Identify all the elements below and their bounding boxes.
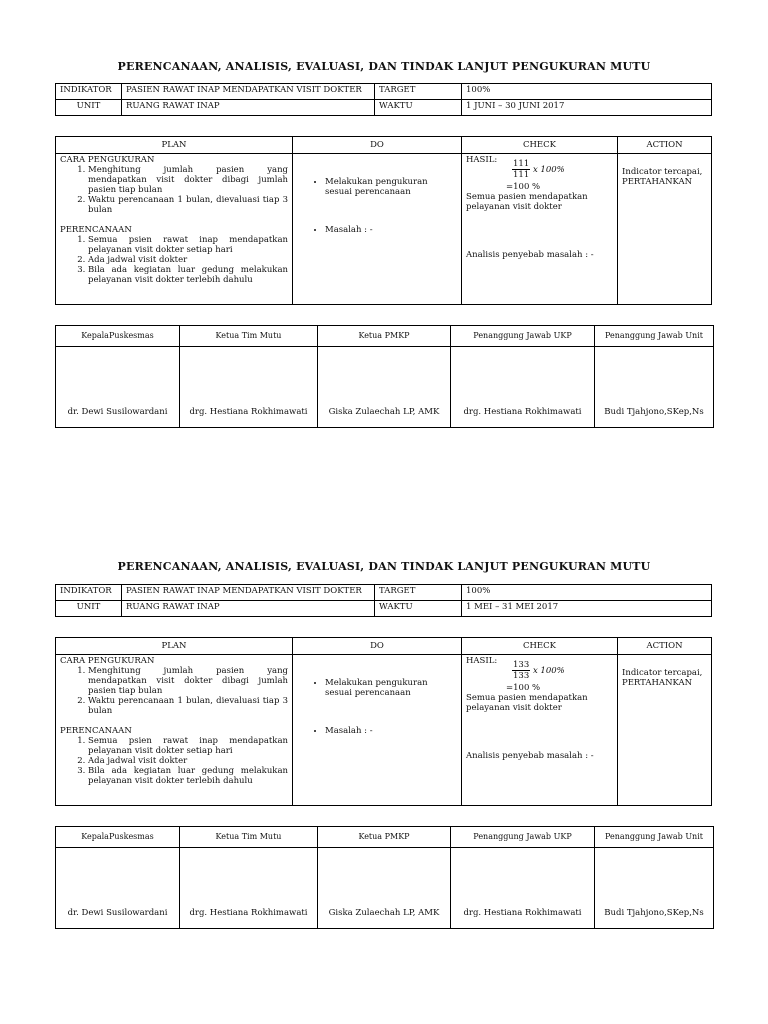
waktu-value: 1 JUNI – 30 JUNI 2017 <box>462 100 712 116</box>
signature-table <box>55 325 714 428</box>
target-label: TARGET <box>375 84 462 100</box>
role-kepala: KepalaPuskesmas <box>56 326 180 347</box>
do-cell <box>293 655 462 806</box>
role-pj-unit: Penanggung Jawab Unit <box>595 827 714 848</box>
role-ketua-pmkp: Ketua PMKP <box>318 326 451 347</box>
perencanaan-item: 2. Ada jadwal visit dokter <box>88 756 288 766</box>
fraction <box>512 159 530 180</box>
times-label: x 100% <box>532 666 565 676</box>
signature-name: Giska Zulaechah LP, AMK <box>318 848 451 929</box>
plan-cell <box>56 655 293 806</box>
unit-label: UNIT <box>56 601 122 617</box>
cara-item: 1. Menghitung jumlah pasien yang mendapatkan visit dokter dibagi jumlah pasien tiap bulan <box>88 165 288 195</box>
do-item: • Melakukan pengukuran sesuai perencanaan <box>325 678 457 698</box>
waktu-label: WAKTU <box>375 100 462 116</box>
signature-name: dr. Dewi Susilowardani <box>56 347 180 428</box>
perencanaan-item: 1. Semua psien rawat inap mendapatkan pelayanan visit dokter setiap hari <box>88 736 288 756</box>
signature-name: Giska Zulaechah LP, AMK <box>318 347 451 428</box>
perencanaan-item: 2. Ada jadwal visit dokter <box>88 255 288 265</box>
fraction <box>512 660 530 681</box>
action-cell <box>618 655 712 806</box>
analisis: Analisis penyebab masalah : - <box>466 751 594 761</box>
signature-name: drg. Hestiana Rokhimawati <box>451 347 595 428</box>
indikator-value: PASIEN RAWAT INAP MENDAPATKAN VISIT DOKTER <box>122 585 375 601</box>
cara-item: 2. Waktu perencanaan 1 bulan, dievaluasi tiap 3 bulan <box>88 696 288 716</box>
signature-name: Budi Tjahjono,SKep,Ns <box>595 347 714 428</box>
do-item: • Melakukan pengukuran sesuai perencanaan <box>325 177 457 197</box>
check-cell <box>462 154 618 305</box>
do-item: • Masalah : - <box>325 225 457 235</box>
action-header: ACTION <box>618 137 712 154</box>
info-table <box>55 83 712 116</box>
plan-cell <box>56 154 293 305</box>
report-title: PERENCANAAN, ANALISIS, EVALUASI, DAN TINDAK LANJUT PENGUKURAN MUTU <box>117 60 651 73</box>
action-cell <box>618 154 712 305</box>
numerator: 111 <box>513 159 530 169</box>
waktu-value: 1 MEI – 31 MEI 2017 <box>462 601 712 617</box>
role-ketua-tim-mutu: Ketua Tim Mutu <box>180 827 318 848</box>
unit-label: UNIT <box>56 100 122 116</box>
action-text: Indicator tercapai, PERTAHANKAN <box>622 668 703 688</box>
perencanaan-item: 3. Bila ada kegiatan luar gedung melakukan pelayanan visit dokter terlebih dahulu <box>88 766 288 786</box>
hasil-label: HASIL: <box>466 155 498 165</box>
hasil-label: HASIL: <box>466 656 498 666</box>
cara-item: 1. Menghitung jumlah pasien yang mendapatkan visit dokter dibagi jumlah pasien tiap bulan <box>88 666 288 696</box>
check-cell <box>462 655 618 806</box>
check-note: Semua pasien mendapatkan pelayanan visit dokter <box>466 693 588 713</box>
numerator: 133 <box>513 660 530 670</box>
role-kepala: KepalaPuskesmas <box>56 827 180 848</box>
signature-name: dr. Dewi Susilowardani <box>56 848 180 929</box>
unit-value: RUANG RAWAT INAP <box>122 601 375 617</box>
report-title: PERENCANAAN, ANALISIS, EVALUASI, DAN TINDAK LANJUT PENGUKURAN MUTU <box>117 560 651 573</box>
check-note: Semua pasien mendapatkan pelayanan visit dokter <box>466 192 588 212</box>
info-table <box>55 584 712 617</box>
signature-table <box>55 826 714 929</box>
signature-name: drg. Hestiana Rokhimawati <box>180 848 318 929</box>
action-text: Indicator tercapai, PERTAHANKAN <box>622 167 703 187</box>
times-label: x 100% <box>532 165 565 175</box>
do-cell <box>293 154 462 305</box>
do-header: DO <box>293 638 462 655</box>
cara-label: CARA PENGUKURAN <box>60 155 155 165</box>
waktu-label: WAKTU <box>375 601 462 617</box>
do-header: DO <box>293 137 462 154</box>
cara-item: 2. Waktu perencanaan 1 bulan, dievaluasi tiap 3 bulan <box>88 195 288 215</box>
result: =100 % <box>506 182 541 192</box>
result: =100 % <box>506 683 541 693</box>
denominator: 111 <box>513 170 530 180</box>
unit-value: RUANG RAWAT INAP <box>122 100 375 116</box>
target-value: 100% <box>462 84 712 100</box>
check-header: CHECK <box>462 638 618 655</box>
perencanaan-label: PERENCANAAN <box>60 726 132 736</box>
role-pj-unit: Penanggung Jawab Unit <box>595 326 714 347</box>
plan-header: PLAN <box>56 638 293 655</box>
indikator-label: INDIKATOR <box>56 84 122 100</box>
target-label: TARGET <box>375 585 462 601</box>
indikator-label: INDIKATOR <box>56 585 122 601</box>
pdca-table <box>55 136 712 305</box>
role-ketua-pmkp: Ketua PMKP <box>318 827 451 848</box>
cara-label: CARA PENGUKURAN <box>60 656 155 666</box>
signature-name: Budi Tjahjono,SKep,Ns <box>595 848 714 929</box>
plan-header: PLAN <box>56 137 293 154</box>
signature-name: drg. Hestiana Rokhimawati <box>180 347 318 428</box>
denominator: 133 <box>513 671 530 681</box>
target-value: 100% <box>462 585 712 601</box>
role-pj-ukp: Penanggung Jawab UKP <box>451 326 595 347</box>
check-header: CHECK <box>462 137 618 154</box>
do-item: • Masalah : - <box>325 726 457 736</box>
perencanaan-item: 3. Bila ada kegiatan luar gedung melakukan pelayanan visit dokter terlebih dahulu <box>88 265 288 285</box>
action-header: ACTION <box>618 638 712 655</box>
pdca-table <box>55 637 712 806</box>
analisis: Analisis penyebab masalah : - <box>466 250 594 260</box>
role-pj-ukp: Penanggung Jawab UKP <box>451 827 595 848</box>
indikator-value: PASIEN RAWAT INAP MENDAPATKAN VISIT DOKTER <box>122 84 375 100</box>
signature-name: drg. Hestiana Rokhimawati <box>451 848 595 929</box>
perencanaan-label: PERENCANAAN <box>60 225 132 235</box>
perencanaan-item: 1. Semua psien rawat inap mendapatkan pelayanan visit dokter setiap hari <box>88 235 288 255</box>
role-ketua-tim-mutu: Ketua Tim Mutu <box>180 326 318 347</box>
